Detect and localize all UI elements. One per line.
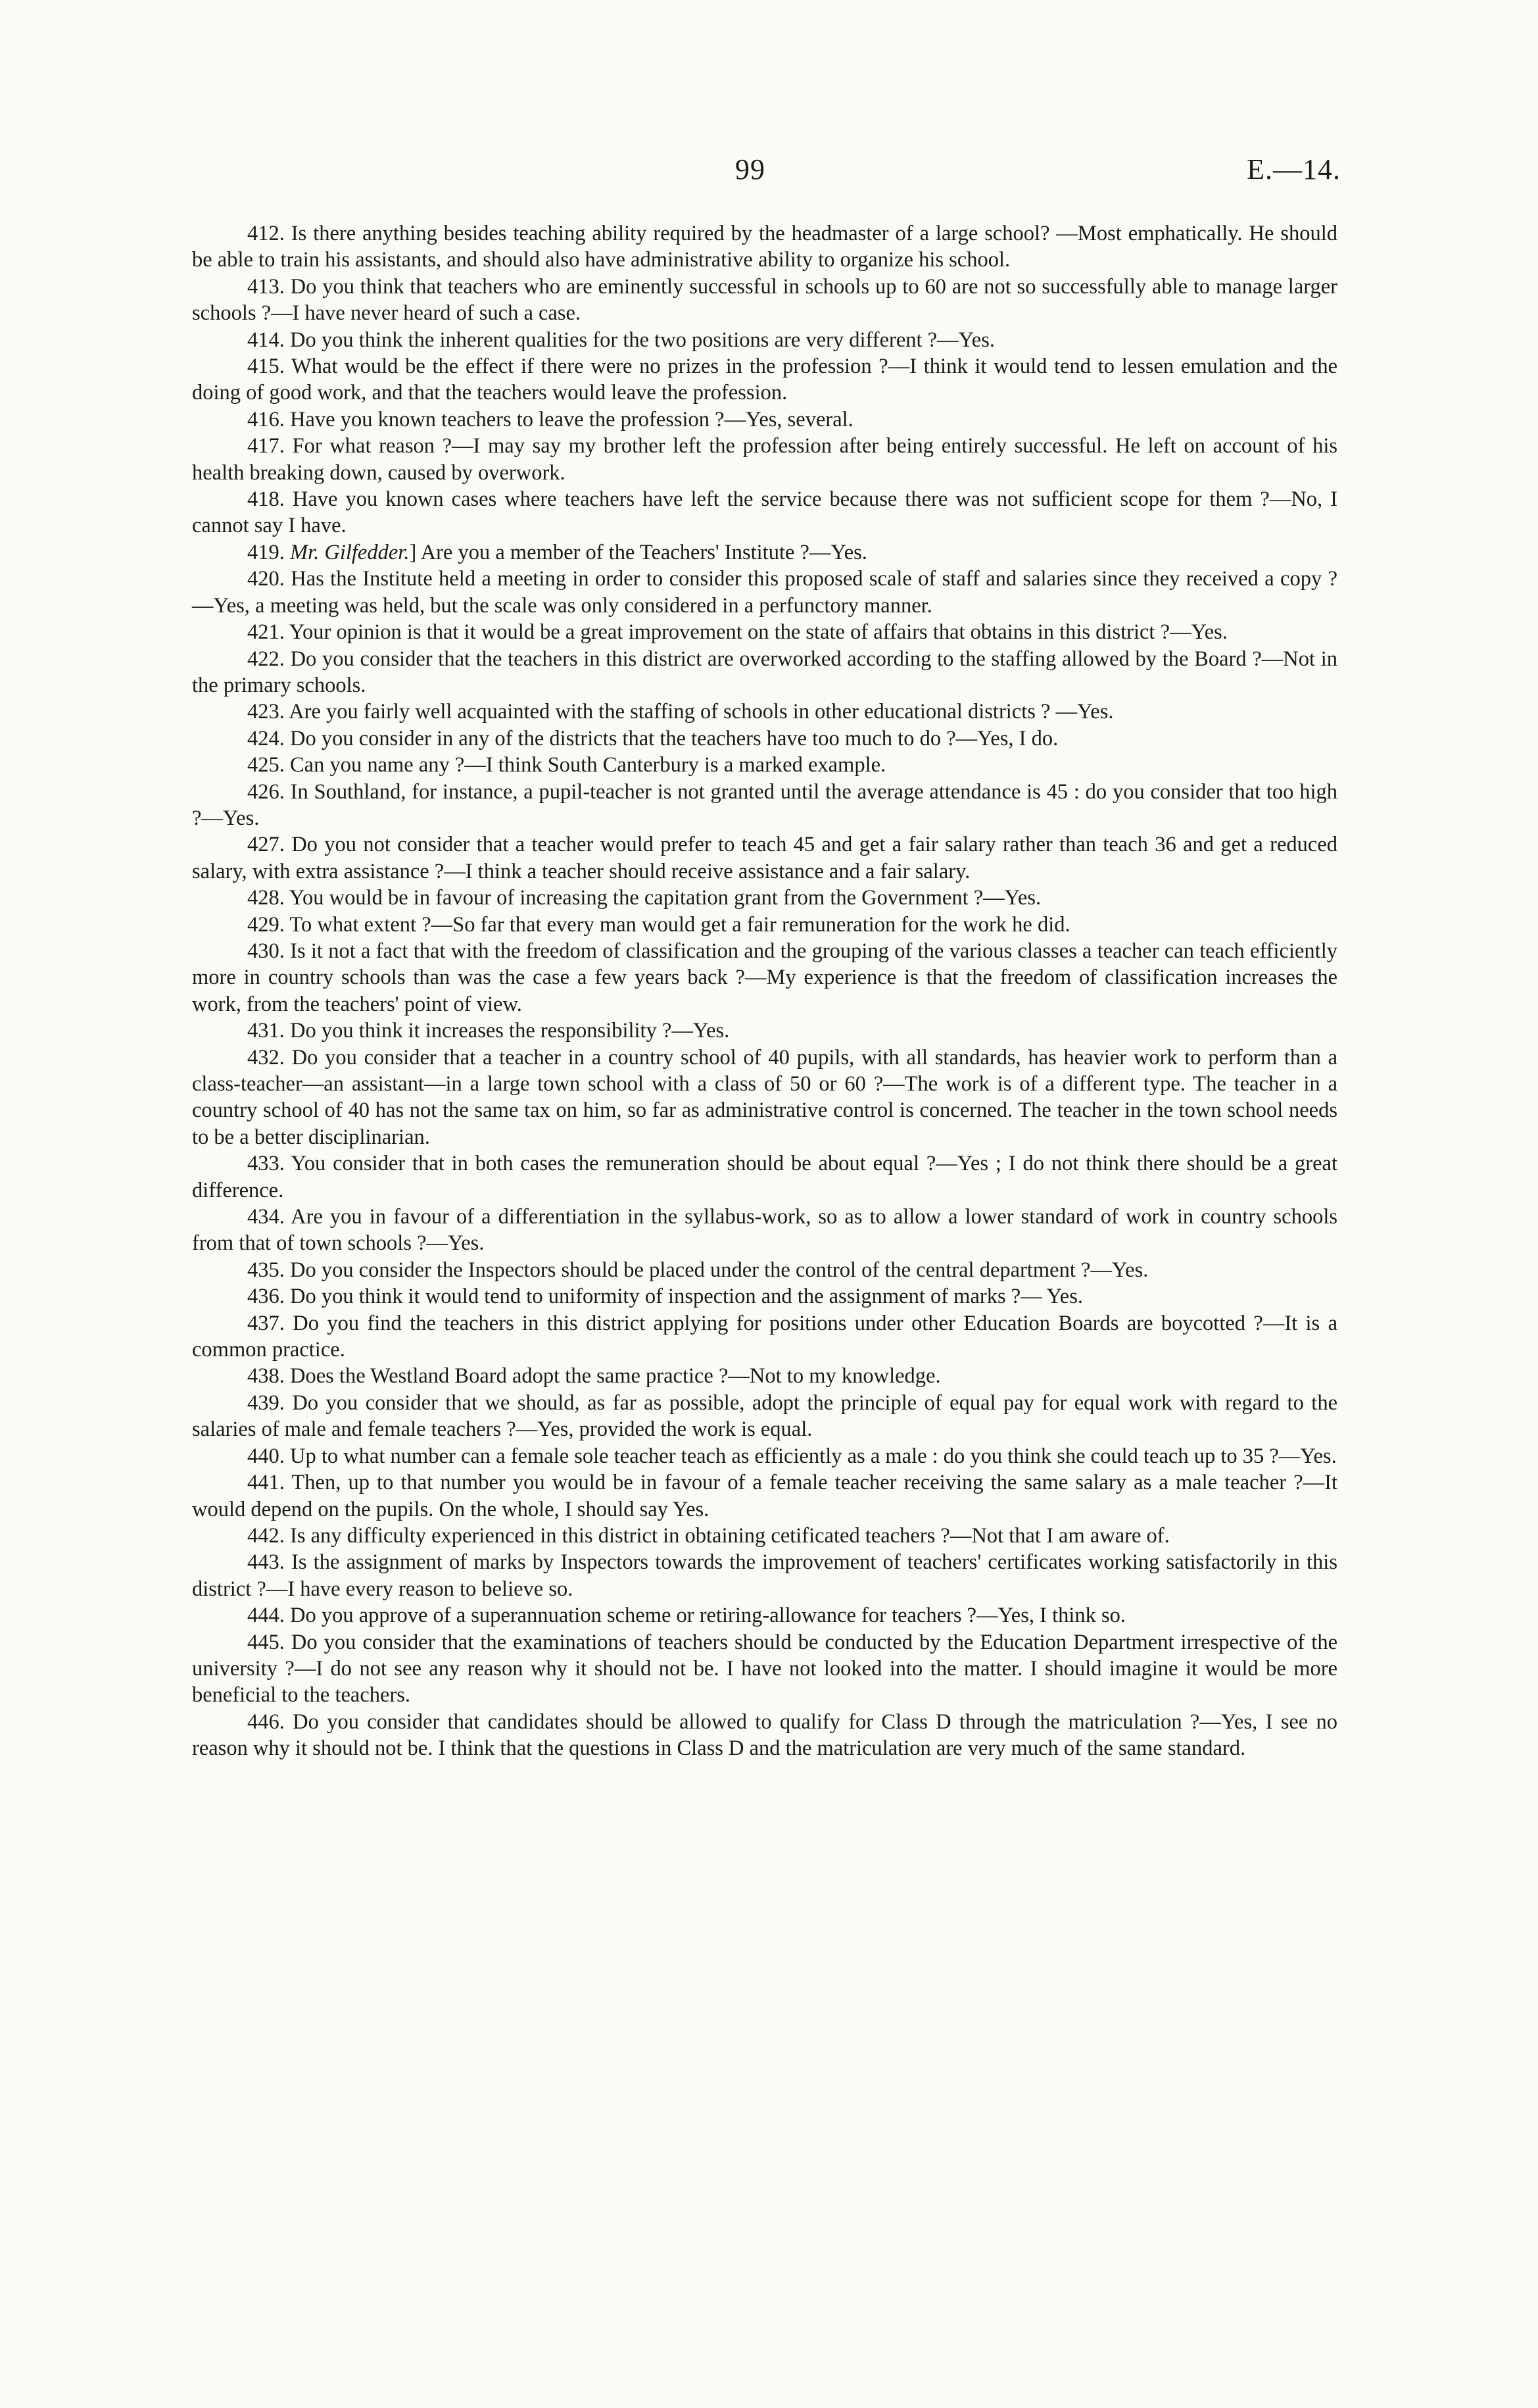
paragraph-425: 425. Can you name any ?—I think South Canterbury is a marked example. bbox=[247, 753, 886, 777]
page-reference: E.—14. bbox=[1247, 153, 1341, 185]
paragraph-445: 445. Do you consider that the examinations of teachers should be conducted by the Education Department irrespective of the university ?—I do not see any reason why it should not be. I have not looked into the matter. I should imagine it would be more beneficial to the teachers. bbox=[192, 1630, 1337, 1708]
paragraph-430: 430. Is it not a fact that with the freedom of classification and the grouping of the various classes a teacher can teach efficiently more in country schools than was the case a few years back ?—My experience is that the freedom of classification increases the work, from the teachers' point of view. bbox=[192, 939, 1337, 1016]
paragraph-433: 433. You consider that in both cases the remuneration should be about equal ?—Yes ; I do not think there should be a great difference. bbox=[192, 1152, 1337, 1202]
paragraph-443: 443. Is the assignment of marks by Inspectors towards the improvement of teachers' certificates working satisfactorily in this district ?—I have every reason to believe so. bbox=[192, 1550, 1337, 1601]
paragraph-413: 413. Do you think that teachers who are eminently successful in schools up to 60 are not so successfully able to manage larger schools ?—I have never heard of such a case. bbox=[192, 274, 1337, 326]
text-body bbox=[192, 220, 1337, 1762]
paragraph-442: 442. Is any difficulty experienced in this district in obtaining cetificated teachers ?—Not that I am aware of. bbox=[247, 1523, 1170, 1548]
paragraph-412: 412. Is there anything besides teaching ability required by the headmaster of a large school? —Most emphatically. He should be able to train his assistants, and should also have administrative ability to organize his school. bbox=[192, 222, 1337, 272]
paragraph-437: 437. Do you find the teachers in this district applying for positions under other Education Boards are boycotted ?—It is a common practice. bbox=[192, 1311, 1337, 1362]
paragraph-431: 431. Do you think it increases the responsibility ?—Yes. bbox=[247, 1019, 730, 1043]
paragraph-423: 423. Are you fairly well acquainted with the staffing of schools in other educational districts ? —Yes. bbox=[247, 700, 1114, 724]
paragraph-441: 441. Then, up to that number you would be in favour of a female teacher receiving the same salary as a male teacher ?—It would depend on the pupils. On the whole, I should say Yes. bbox=[192, 1471, 1337, 1521]
paragraph-432: 432. Do you consider that a teacher in a country school of 40 pupils, with all standards, has heavier work to perform than a class-teacher—an assistant—in a large town school with a class of 50 or 60 ?—The work is of a different type. The teacher in a country school of 40 has not the same tax on him, so far as administrative control is concerned. The teacher in the town school needs to be a better disciplinarian. bbox=[192, 1045, 1337, 1149]
paragraph-419-text: ] Are you a member of the Teachers' Institute ?—Yes. bbox=[409, 540, 867, 564]
paragraph-428: 428. You would be in favour of increasing the capitation grant from the Government ?—Yes. bbox=[247, 886, 1042, 910]
paragraph-424: 424. Do you consider in any of the districts that the teachers have too much to do ?—Yes, I do. bbox=[247, 726, 1059, 750]
paragraph-446: 446. Do you consider that candidates should be allowed to qualify for Class D through the matriculation ?—Yes, I see no reason why it should not be. I think that the questions in Class D and the matriculation are very much of the same standard. bbox=[192, 1709, 1337, 1761]
paragraph-440: 440. Up to what number can a female sole teacher teach as efficiently as a male : do you think she could teach up to 35 ?—Yes. bbox=[247, 1444, 1337, 1468]
paragraph-427: 427. Do you not consider that a teacher would prefer to teach 45 and get a fair salary rather than teach 36 and get a reduced salary, with extra assistance ?—I think a teacher should receive assistance and a fair salary. bbox=[192, 833, 1337, 883]
paragraph-426: 426. In Southland, for instance, a pupil-teacher is not granted until the average attendance is 45 : do you consider that too high ?—Yes. bbox=[192, 779, 1337, 830]
paragraph-439: 439. Do you consider that we should, as far as possible, adopt the principle of equal pay for equal work with regard to the salaries of male and female teachers ?—Yes, provided the work is equal. bbox=[192, 1390, 1337, 1442]
paragraph-421: 421. Your opinion is that it would be a great improvement on the state of affairs that obtains in this district ?—Yes. bbox=[247, 620, 1228, 645]
paragraph-436: 436. Do you think it would tend to uniformity of inspection and the assignment of marks ?— Yes. bbox=[247, 1285, 1083, 1309]
page-number: 99 bbox=[735, 153, 765, 185]
paragraph-420: 420. Has the Institute held a meeting in order to consider this proposed scale of staff and salaries since they received a copy ?—Yes, a meeting was held, but the scale was only considered in a perfunctory manner. bbox=[192, 567, 1337, 618]
paragraph-414: 414. Do you think the inherent qualities for the two positions are very different ?—Yes. bbox=[247, 328, 995, 352]
paragraph-422: 422. Do you consider that the teachers in this district are overworked according to the staffing allowed by the Board ?—Not in the primary schools. bbox=[192, 647, 1337, 697]
paragraph-438: 438. Does the Westland Board adopt the same practice ?—Not to my knowledge. bbox=[247, 1364, 941, 1388]
paragraph-419-number: 419. bbox=[247, 540, 290, 564]
paragraph-416: 416. Have you known teachers to leave the profession ?—Yes, several. bbox=[247, 407, 853, 431]
paragraph-429: 429. To what extent ?—So far that every man would get a fair remuneration for the work he did. bbox=[247, 912, 1070, 937]
paragraph-419 bbox=[192, 539, 1337, 566]
speaker-name: Mr. Gilfedder. bbox=[290, 540, 410, 564]
paragraph-444: 444. Do you approve of a superannuation scheme or retiring-allowance for teachers ?—Yes, I think so. bbox=[247, 1604, 1126, 1628]
paragraph-434: 434. Are you in favour of a differentiation in the syllabus-work, so as to allow a lower standard of work in country schools from that of town schools ?—Yes. bbox=[192, 1205, 1337, 1256]
paragraph-415: 415. What would be the effect if there were no prizes in the profession ?—I think it would tend to lessen emulation and the doing of good work, and that the teachers would leave the profession. bbox=[192, 355, 1337, 405]
paragraph-418: 418. Have you known cases where teachers have left the service because there was not sufficient scope for them ?—No, I cannot say I have. bbox=[192, 487, 1337, 538]
paragraph-417: 417. For what reason ?—I may say my brother left the profession after being entirely successful. He left on account of his health breaking down, caused by overwork. bbox=[192, 434, 1337, 485]
paragraph-435: 435. Do you consider the Inspectors should be placed under the control of the central department ?—Yes. bbox=[247, 1258, 1149, 1282]
page-header bbox=[0, 153, 1538, 199]
